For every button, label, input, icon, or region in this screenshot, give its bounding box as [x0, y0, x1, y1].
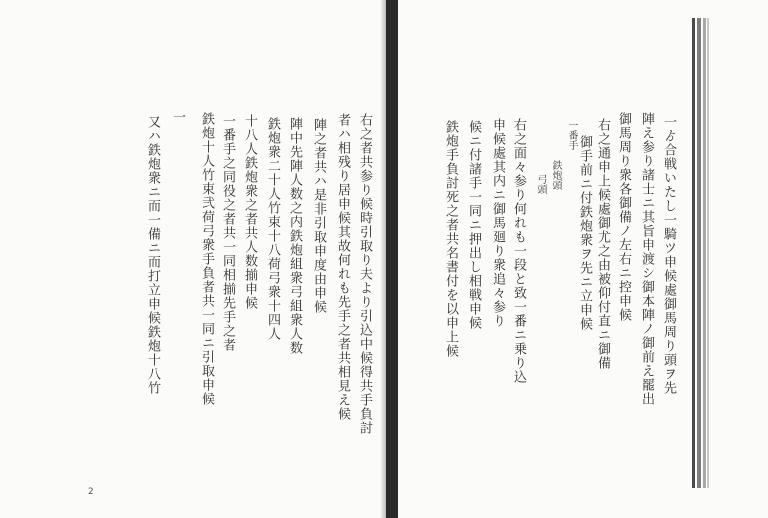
page-edge-strip — [707, 18, 709, 488]
right-page-column: 一番手 — [566, 120, 577, 150]
right-page-column: 御手前ニ付鉄炮衆ヲ先ニ立申候 — [577, 135, 592, 331]
right-page-column: 弓頭 — [535, 174, 546, 194]
right-page-column: 鉄炮頭 — [550, 160, 561, 190]
book-gutter — [386, 0, 398, 518]
left-page-column: 十八人鉄炮衆之者共人数揃申候 — [242, 114, 257, 310]
right-page-column: 鉄炮手負討死之者共名書付を以申上候 — [443, 120, 458, 358]
left-page-column: 鉄炮衆二十人竹束十八荷弓衆十四人 — [265, 117, 280, 341]
right-page-column: 陣え参り諸士ニ其旨申渡シ御本陣ノ御前え罷出 — [639, 112, 654, 406]
right-page-column: 右之面々参り何れも一段と致一番ニ乗り込 — [511, 118, 526, 384]
right-page-column: 一ゟ合戦いたし一騎ツ申候處御馬周り頭ヲ先 — [661, 115, 676, 395]
left-page-column: 者ハ相残り居申候其故何れも先手之者共相見え候 — [335, 113, 350, 421]
left-page-column: 一 — [170, 110, 185, 124]
right-page-column: 申候處其内ニ御馬廻り衆追々参り — [490, 118, 505, 328]
page-edge-strip — [697, 18, 701, 488]
left-page-column: 鉄炮十人竹束弐荷弓衆手負者共一同ニ引取申候 — [199, 112, 214, 406]
left-page-column: 陣之者共ハ是非引取申度由申候 — [311, 118, 326, 314]
page-number: 2 — [88, 487, 94, 497]
left-page-column: 右之者共参り候時引取り夫より引込中候得共手負討 — [357, 113, 372, 435]
right-page-column: 右之通申上候處御尤之由被仰付直ニ御備 — [595, 118, 610, 370]
left-page-column: 陣中先陣人数之内鉄炮組衆弓組衆人数 — [287, 117, 302, 355]
page-edge-strip — [692, 18, 695, 488]
right-page-column: 候ニ付諸手一同ニ押出し相戦申候 — [466, 120, 481, 330]
left-page-column: 一番手之同役之者共一同相揃先手之者 — [220, 114, 235, 352]
right-page-column: 御馬周り衆各御備ノ左右ニ控申候 — [616, 112, 631, 322]
left-page-column: 又ハ鉄炮衆ニ而一備ニ而打立申候鉄炮十八竹 — [145, 115, 160, 395]
page-edge-strip — [703, 18, 706, 488]
